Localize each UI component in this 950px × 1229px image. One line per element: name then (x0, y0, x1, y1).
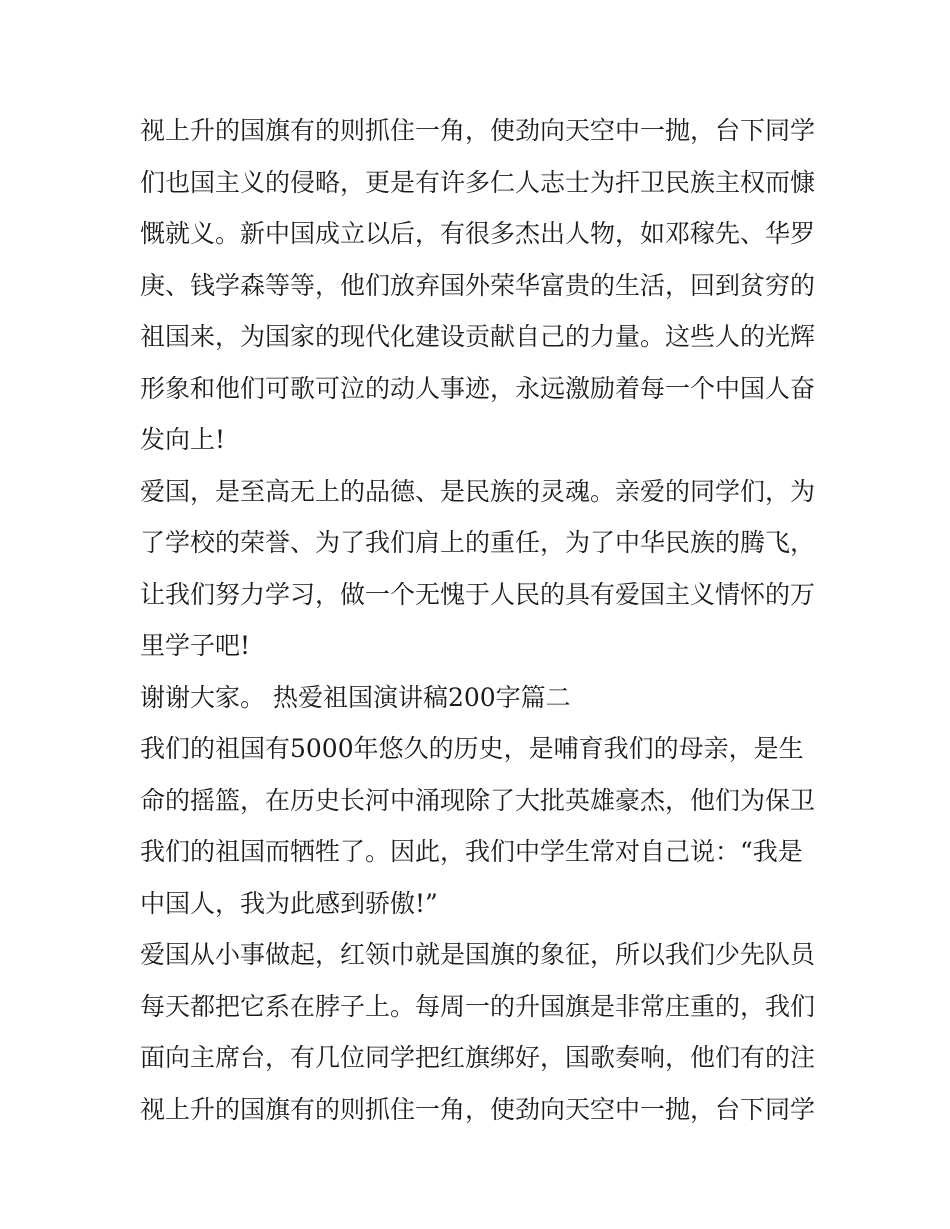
document-body (140, 105, 830, 1135)
text-line: 面向主席台，有几位同学把红旗绑好，国歌奏响，他们有的注 (140, 1043, 816, 1072)
text-line: 们也国主义的侵略，更是有许多仁人志士为扞卫民族主权而慷 (140, 167, 816, 197)
text-line: 发向上! (140, 425, 226, 454)
text-line: 每天都把它系在脖子上。每周一的升国旗是非常庄重的，我们 (140, 991, 816, 1021)
text-line: 形象和他们可歌可泣的动人事迹，永远激励着每一个中国人奋 (140, 373, 816, 403)
text-line: 慨就义。新中国成立以后，有很多杰出人物，如邓稼先、华罗 (140, 219, 816, 248)
text-line: 里学子吧! (140, 631, 251, 660)
text-line: 视上升的国旗有的则抓住一角，使劲向天空中一抛，台下同学 (140, 116, 816, 145)
text-line: 祖国来，为国家的现代化建设贡献自己的力量。这些人的光辉 (140, 322, 816, 351)
text-line: 命的摇篮，在历史长河中涌现除了大批英雄豪杰，他们为保卫 (140, 785, 816, 815)
text-line: 爱国，是至高无上的品德、是民族的灵魂。亲爱的同学们，为 (140, 476, 816, 506)
text-line: 视上升的国旗有的则抓住一角，使劲向天空中一抛，台下同学 (140, 1094, 816, 1124)
section-heading-line: 谢谢大家。 热爱祖国演讲稿200字篇二 (140, 682, 571, 712)
text-line: 我们的祖国而牺牲了。因此，我们中学生常对自己说：“我是 (140, 837, 803, 866)
text-line: 爱国从小事做起，红领巾就是国旗的象征，所以我们少先队员 (140, 940, 816, 969)
text-line: 我们的祖国有5000年悠久的历史，是哺育我们的母亲，是生 (140, 734, 804, 763)
text-line: 让我们努力学习，做一个无愧于人民的具有爱国主义情怀的万 (140, 579, 816, 609)
text-line: 了学校的荣誉、为了我们肩上的重任，为了中华民族的腾飞， (140, 528, 816, 557)
text-line: 中国人，我为此感到骄傲!” (140, 888, 438, 918)
text-line: 庚、钱学森等等，他们放弃国外荣华富贵的生活，回到贫穷的 (140, 270, 816, 300)
